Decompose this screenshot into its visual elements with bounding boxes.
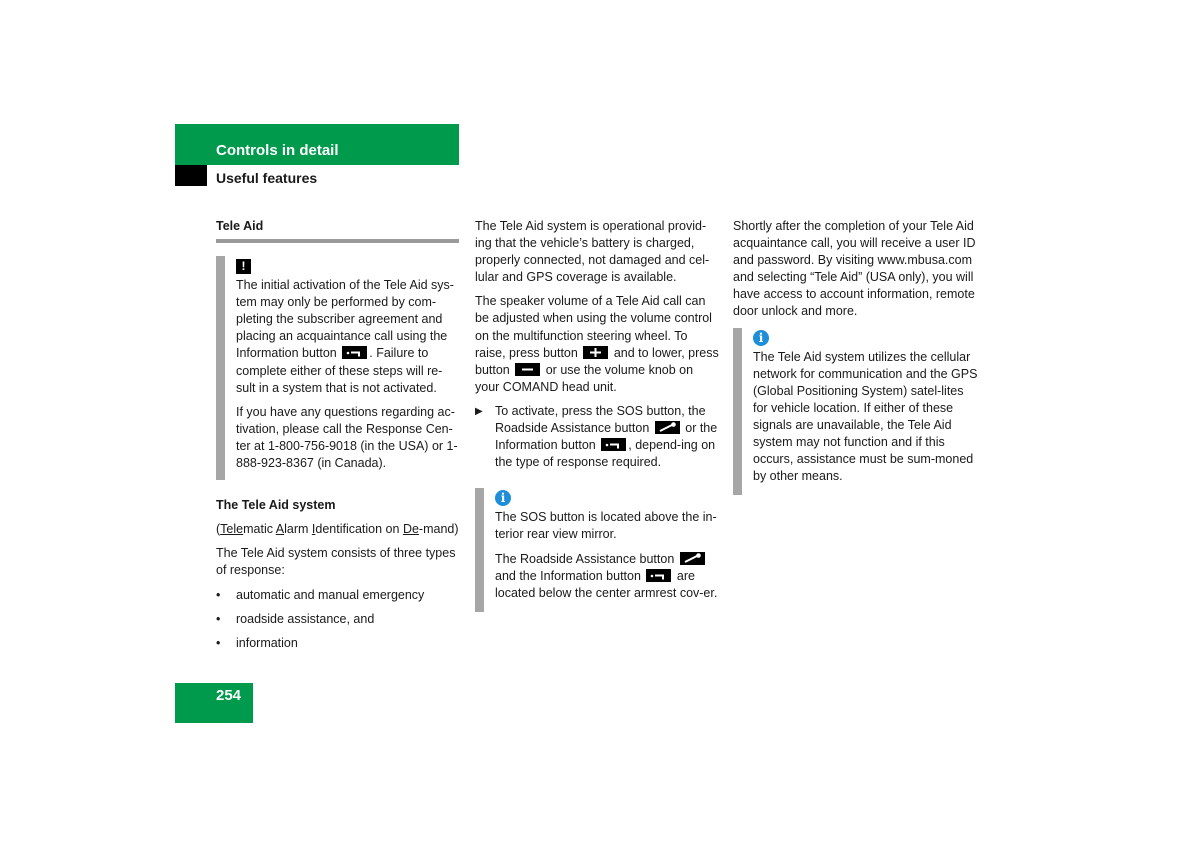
warning-paragraph-2: If you have any questions regarding ac-tivation, please call the Response Cen-ter at 1-800-756-9018 (in the USA) or 1-888-923-8367 (in Canada). [236,404,458,471]
note-bar [733,328,742,496]
acronym-expansion: (Telematic Alarm Identification on De-mand) [216,522,459,537]
info-paragraph-1: The SOS button is located above the in-terior rear view mirror. [495,510,717,542]
roadside-assistance-button-icon [680,552,705,565]
info-note-buttons [475,488,720,611]
note-bar [475,488,484,611]
list-item: • information [216,635,459,652]
information-button-icon [601,438,626,451]
activation-step: ▶ To activate, press the SOS button, the Roadside Assistance button or the Information button , depend-ing on the type of response required. [475,403,718,470]
step-arrow-icon: ▶ [475,405,483,417]
info-icon: i [753,330,769,346]
column-right [733,218,978,512]
heading-rule [216,239,459,243]
note-bar [216,256,225,480]
subheading-system: The Tele Aid system [216,498,336,513]
section-title: Useful features [216,170,318,186]
information-button-icon [646,569,671,582]
column-middle [475,218,720,629]
volume-paragraph: The speaker volume of a Tele Aid call can be adjusted when using the volume control on the multifunction steering wheel. To raise, press button and to lower, press button or use the volume knob on your COMAND head unit. [475,294,719,394]
roadside-assistance-button-icon [655,421,680,434]
system-intro: The Tele Aid system consists of three types of response: [216,546,456,578]
info-paragraph-2: The Roadside Assistance button and the Information button are located below the center armrest cov-er. [495,551,718,600]
chapter-title: Controls in detail [216,142,339,159]
response-types-list [216,587,459,652]
list-item: • roadside assistance, and [216,611,459,628]
column-left [216,218,459,659]
minus-button-icon [515,363,540,376]
information-button-icon [342,346,367,359]
plus-button-icon [583,346,608,359]
section-marker [175,165,207,186]
warning-note [216,256,459,480]
info-note-signals [733,328,978,496]
page-number: 254 [216,687,242,704]
info-icon: i [495,490,511,506]
warning-icon: ! [236,259,251,274]
info-paragraph: The Tele Aid system utilizes the cellular network for communication and the GPS (Global Positioning System) satel-lites for vehicle location. If either of these signals are unavailable, the Tele Aid system may not function and if this occurs, assistance must be sum-moned by other means. [753,349,978,484]
account-paragraph: Shortly after the completion of your Tele Aid acquaintance call, you will receive a user ID and password. By visiting www.mbusa.com and selecting “Tele Aid” (USA only), you will have access to account information, remote door unlock and more. [733,219,976,319]
chapter-header [175,124,459,165]
heading-tele-aid: Tele Aid [216,219,264,233]
page-number-tab [175,683,253,723]
warning-paragraph-1: The initial activation of the Tele Aid sys-tem may only be performed by com-pleting the subscriber agreement and placing an acquaintance call using the Information button . Failure to complete either of these steps will re-sult in a system that is not activated. [236,278,454,395]
operational-paragraph: The Tele Aid system is operational provid-ing that the vehicle’s battery is charged, properly connected, not damaged and cel-lular and GPS coverage is available. [475,219,710,285]
list-item: • automatic and manual emergency [216,587,459,604]
